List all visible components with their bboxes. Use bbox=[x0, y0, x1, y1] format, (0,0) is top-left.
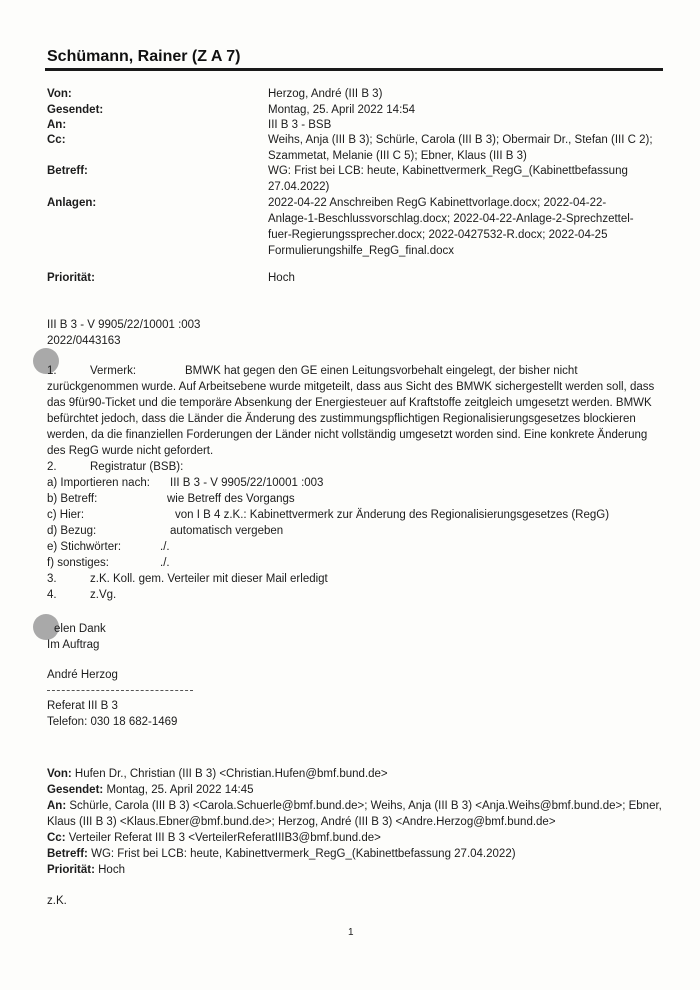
to-value: III B 3 - BSB bbox=[268, 119, 332, 131]
priority-value: Hoch bbox=[268, 272, 295, 284]
fwd-subject-label: Betreff: bbox=[47, 848, 88, 860]
sent-value: Montag, 25. April 2022 14:54 bbox=[268, 104, 416, 116]
reg-a-value: III B 3 - V 9905/22/10001 :003 bbox=[170, 477, 324, 489]
fwd-to-label: An: bbox=[47, 800, 67, 812]
item-3-text: z.K. Koll. gem. Verteiler mit dieser Mail erledigt bbox=[90, 573, 328, 585]
reg-f-label: f) sonstiges: bbox=[47, 557, 109, 569]
title-divider bbox=[45, 68, 663, 71]
document-title: Schümann, Rainer (Z A 7) bbox=[47, 48, 241, 65]
signature-name: André Herzog bbox=[47, 669, 118, 681]
reg-e-value: ./. bbox=[160, 541, 170, 553]
fwd-subject-line bbox=[47, 846, 516, 862]
fwd-subject-value: WG: Frist bei LCB: heute, Kabinettvermerk_RegG_(Kabinettbefassung 27.04.2022) bbox=[91, 848, 516, 860]
fwd-sent-line bbox=[47, 782, 254, 798]
item-4-number: 4. bbox=[47, 589, 57, 601]
reg-c-value: von I B 4 z.K.: Kabinettvermerk zur Änderung des Regionalisierungsgesetzes (RegG) bbox=[175, 509, 610, 521]
signature-divider bbox=[47, 690, 193, 691]
item-1-number: 1. bbox=[47, 365, 57, 377]
item-1-text: zurückgenommen wurde. Auf Arbeitsebene wurde mitgeteilt, dass aus Sicht des BMWK sichergestellt werden soll, dass das 9für90-Ticket und die temporäre Absenkung der Energiesteuer auf Kraftstoffe zeitgleich umgesetzt werden. BMWK befürchtet jedoch, dass die Länder die Änderung des zustimmungspflichtigen Regionalisierungsgesetzes blockieren werden, da die finanziellen Forderungen der Länder nicht vollständig umgesetzt worden sind. Eine konkrete Änderung des RegG wurde nicht gefordert. bbox=[47, 381, 655, 457]
reg-b-value: wie Betreff des Vorgangs bbox=[167, 493, 295, 505]
reg-b-label: b) Betreff: bbox=[47, 493, 98, 505]
reg-c-label: c) Hier: bbox=[47, 509, 85, 521]
fwd-cc-line bbox=[47, 830, 381, 846]
from-label: Von: bbox=[47, 88, 72, 100]
fwd-priority-line bbox=[47, 862, 125, 878]
file-reference: III B 3 - V 9905/22/10001 :003 bbox=[47, 319, 201, 331]
closing-auftrag: Im Auftrag bbox=[47, 639, 100, 651]
fwd-from-value: Hufen Dr., Christian (III B 3) <Christian.Hufen@bmf.bund.de> bbox=[74, 768, 388, 780]
reg-d-value: automatisch vergeben bbox=[170, 525, 284, 537]
fwd-sent-value: Montag, 25. April 2022 14:45 bbox=[106, 784, 254, 796]
fwd-cc-label: Cc: bbox=[47, 832, 66, 844]
fwd-priority-value: Hoch bbox=[98, 864, 125, 876]
item-2-number: 2. bbox=[47, 461, 57, 473]
from-value: Herzog, André (III B 3) bbox=[268, 88, 383, 100]
signature-referat: Referat III B 3 bbox=[47, 700, 118, 712]
reg-e-label: e) Stichwörter: bbox=[47, 541, 122, 553]
item-1-first-line: BMWK hat gegen den GE einen Leitungsvorbehalt eingelegt, der bisher nicht bbox=[185, 365, 578, 377]
fwd-from-line bbox=[47, 766, 388, 782]
fwd-to-line bbox=[47, 798, 662, 830]
signature-phone: Telefon: 030 18 682-1469 bbox=[47, 716, 178, 728]
attachments-label: Anlagen: bbox=[47, 197, 97, 209]
item-2-label: Registratur (BSB): bbox=[90, 461, 184, 473]
reg-a-label: a) Importieren nach: bbox=[47, 477, 150, 489]
item-4-text: z.Vg. bbox=[90, 589, 117, 601]
fwd-to-value: Schürle, Carola (III B 3) <Carola.Schuerle@bmf.bund.de>; Weihs, Anja (III B 3) <Anja.Weihs@bmf.bund.de>; Ebner, Klaus (III B 3) <Klaus.Ebner@bmf.bund.de>; Herzog, André (III B 3) <Andre.Herzog@bmf.bund.de> bbox=[47, 800, 662, 828]
subject-label: Betreff: bbox=[47, 165, 88, 177]
fwd-cc-value: Verteiler Referat III B 3 <VerteilerReferatIIIB3@bmf.bund.de> bbox=[68, 832, 381, 844]
cc-label: Cc: bbox=[47, 134, 66, 146]
cc-value: Weihs, Anja (III B 3); Schürle, Carola (III B 3); Obermair Dr., Stefan (III C 2); Szammetat, Melanie (III C 5); Ebner, Klaus (III B 3) bbox=[268, 134, 653, 162]
closing-thanks: elen Dank bbox=[54, 623, 106, 635]
item-3-number: 3. bbox=[47, 573, 57, 585]
reg-f-value: ./. bbox=[160, 557, 170, 569]
fwd-body: z.K. bbox=[47, 895, 67, 907]
priority-label: Priorität: bbox=[47, 272, 95, 284]
fwd-priority-label: Priorität: bbox=[47, 864, 95, 876]
fwd-from-label: Von: bbox=[47, 768, 72, 780]
sent-label: Gesendet: bbox=[47, 104, 104, 116]
item-1-label: Vermerk: bbox=[90, 365, 137, 377]
reg-d-label: d) Bezug: bbox=[47, 525, 97, 537]
subject-value: WG: Frist bei LCB: heute, Kabinettvermerk_RegG_(Kabinettbefassung 27.04.2022) bbox=[268, 165, 628, 193]
to-label: An: bbox=[47, 119, 67, 131]
document-number: 2022/0443163 bbox=[47, 335, 121, 347]
fwd-sent-label: Gesendet: bbox=[47, 784, 104, 796]
attachments-value: 2022-04-22 Anschreiben RegG Kabinettvorlage.docx; 2022-04-22-Anlage-1-Beschlussvorschlag.docx; 2022-04-22-Anlage-2-Sprechzettel-fuer-Regierungssprecher.docx; 2022-0427532-R.docx; 2022-04-25 Formulierungshilfe_RegG_final.docx bbox=[268, 197, 634, 257]
page-number: 1 bbox=[348, 927, 354, 938]
